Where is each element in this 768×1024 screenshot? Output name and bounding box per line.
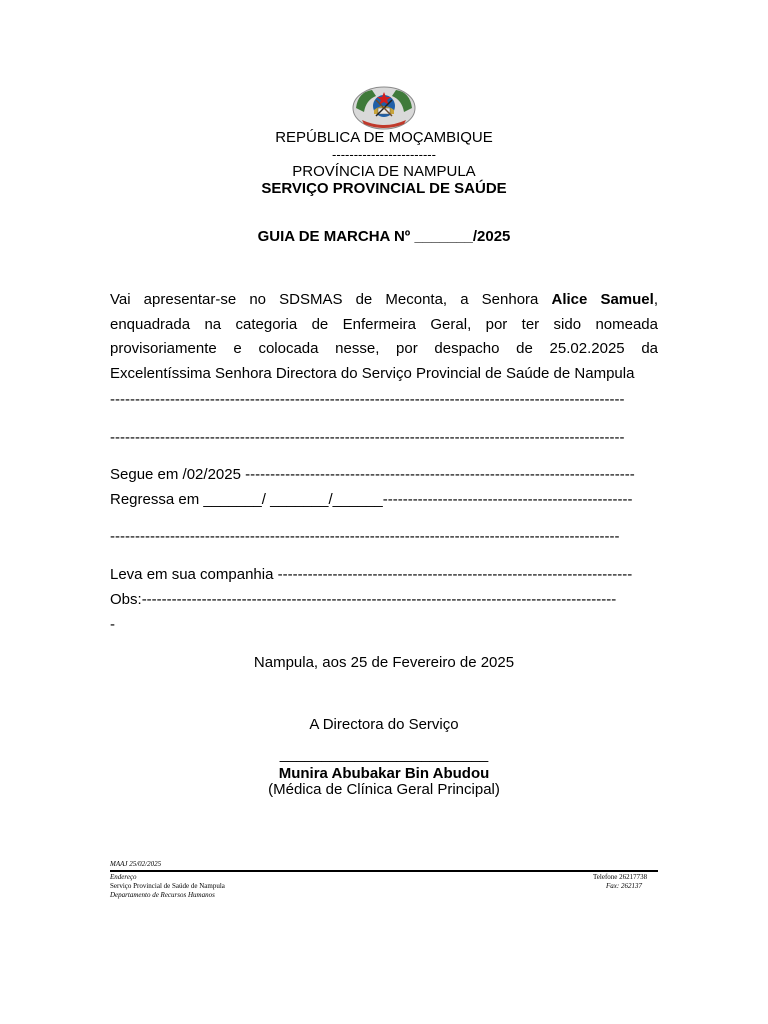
header-service: SERVIÇO PROVINCIAL DE SAÚDE — [261, 180, 507, 197]
header-republic: REPÚBLICA DE MOÇAMBIQUE — [275, 129, 493, 146]
footer-address-line2: Departamento de Recursos Humanos — [110, 891, 215, 899]
companhia-line — [110, 566, 658, 584]
signature-line: _________________________ — [279, 746, 489, 763]
signer-title: (Médica de Clínica Geral Principal) — [268, 781, 500, 798]
segue-line — [110, 466, 658, 484]
footer-fax: Fax: 262137 — [606, 882, 642, 890]
obs-dashes: ----------------------------------------------------------------------------------------------- — [141, 591, 617, 608]
body-text-before-name: Vai apresentar-se no SDSMAS de Meconta, a Senhora — [110, 291, 552, 308]
footer-reference: MAAJ 25/02/2025 — [110, 860, 162, 868]
obs-tail: - — [110, 616, 115, 633]
document-title: GUIA DE MARCHA Nº _______/2025 — [257, 228, 511, 245]
footer-address-line1: Serviço Provincial de Saúde de Nampula — [110, 882, 225, 890]
body-paragraph — [110, 288, 658, 386]
obs-line — [110, 591, 658, 609]
body-text-after-name: , enquadrada na categoria de Enfermeira Geral, por ter sido nomeada provisoriamente e colocada nesse, por despacho de 25.02.2025 da Excelentíssima Senhora Directora do Serviço Provincial de Saúde de Nampula — [110, 291, 658, 382]
place-date: Nampula, aos 25 de Fevereiro de 2025 — [253, 654, 515, 671]
footer-divider — [110, 870, 658, 872]
signer-role: A Directora do Serviço — [309, 716, 459, 733]
regressa-label: Regressa em _______/ _______/______ — [110, 491, 383, 508]
segue-label: Segue em /02/2025 — [110, 466, 246, 483]
header-province: PROVÍNCIA DE NAMPULA — [292, 163, 476, 180]
footer-phone: Telefone 26217738 — [593, 873, 648, 881]
companhia-label: Leva em sua companhia — [110, 566, 278, 583]
signer-name: Munira Abubakar Bin Abudou — [278, 765, 490, 782]
blank-dash-line: ------------------------------------------------------------------------------------------------------ — [110, 528, 620, 545]
person-name: Alice Samuel — [551, 291, 654, 308]
dash-line-1: ------------------------------------------------------------------------------------------------------- — [110, 391, 625, 408]
dash-line-2: ------------------------------------------------------------------------------------------------------- — [110, 429, 625, 446]
obs-label: Obs: — [110, 591, 142, 608]
header-separator: ------------------------ — [332, 147, 436, 162]
footer-address-label: Endereço — [110, 873, 137, 881]
companhia-dashes: ----------------------------------------------------------------------- — [277, 566, 633, 583]
regressa-line — [110, 491, 658, 509]
mozambique-emblem-icon — [352, 86, 416, 130]
segue-dashes: ------------------------------------------------------------------------------ — [245, 466, 635, 483]
regressa-dashes: -------------------------------------------------- — [382, 491, 633, 508]
